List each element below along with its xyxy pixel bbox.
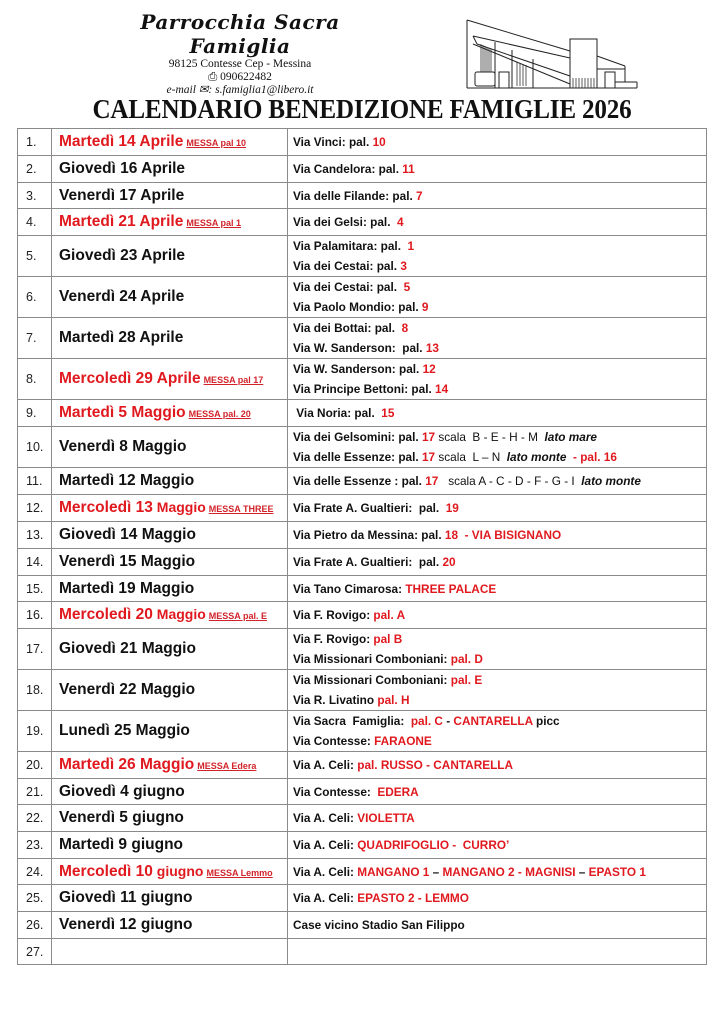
address-text: -	[442, 714, 454, 728]
table-row	[18, 752, 707, 779]
date-label: Venerdì 17 Aprile	[59, 186, 185, 204]
address-text: Via A. Celi:	[293, 864, 358, 879]
address-line	[293, 915, 706, 935]
highlight-text: THREE PALACE	[405, 581, 497, 596]
date-month: giugno	[152, 862, 204, 879]
row-number: 25.	[18, 885, 52, 912]
table-row	[18, 859, 707, 885]
date-month: Maggio	[152, 499, 206, 515]
table-row	[18, 711, 707, 752]
highlight-text: pal. E	[450, 673, 483, 687]
row-number: 2.	[18, 156, 52, 183]
row-number: 1.	[18, 129, 52, 156]
row-number: 22.	[18, 805, 52, 832]
address-line	[293, 711, 706, 731]
highlight-text: 10	[372, 135, 386, 149]
address-line	[293, 471, 706, 491]
address-text: Via Missionari Comboniani:	[293, 652, 451, 666]
table-row	[18, 779, 707, 805]
address-line	[293, 338, 706, 358]
table-row	[18, 495, 707, 522]
row-number: 12.	[18, 495, 52, 522]
highlight-text: 17	[421, 430, 436, 444]
address-text: Via delle Filande: pal.	[293, 188, 417, 203]
highlight-text: 8	[401, 321, 409, 335]
row-number: 16.	[18, 602, 52, 629]
date-label: Giovedì 16 Aprile	[59, 160, 186, 177]
highlight-text: pal. RUSSO - CANTARELLA	[357, 758, 514, 772]
highlight-text: MANGANO 1	[357, 864, 430, 879]
row-addresses	[288, 711, 707, 752]
row-addresses	[288, 495, 707, 522]
row-addresses	[288, 427, 707, 468]
address-text: Via Candelora: pal.	[293, 162, 403, 176]
parish-email: e-mail ✉: s.famiglia1@libero.it	[166, 84, 314, 96]
address-line	[293, 649, 706, 669]
row-addresses	[288, 832, 707, 859]
row-date	[52, 495, 288, 522]
highlight-text: 14	[435, 382, 449, 396]
row-addresses	[288, 576, 707, 602]
messa-note: MESSA pal. 20	[188, 409, 251, 419]
table-row	[18, 277, 707, 318]
row-number: 21.	[18, 779, 52, 805]
row-addresses	[288, 318, 707, 359]
address-line	[293, 782, 706, 802]
address-line	[293, 579, 706, 599]
address-line	[293, 755, 706, 775]
highlight-text: 3	[400, 259, 407, 273]
highlight-text: pal. A	[373, 608, 406, 622]
address-line	[293, 629, 706, 649]
messa-note: MESSA Lemmo	[206, 867, 273, 878]
row-date	[52, 209, 288, 236]
address-line	[293, 236, 706, 256]
row-number: 13.	[18, 522, 52, 549]
row-addresses	[288, 400, 707, 427]
date-label: Mercoledì 13	[59, 499, 153, 516]
row-number: 3.	[18, 183, 52, 209]
row-date	[52, 939, 288, 965]
row-number: 4.	[18, 209, 52, 236]
row-number: 8.	[18, 359, 52, 400]
row-number: 11.	[18, 468, 52, 495]
highlight-text: QUADRIFOGLIO - CURRO’	[357, 838, 510, 852]
date-label: Mercoledì 20	[59, 606, 153, 623]
date-month: Maggio	[152, 606, 206, 622]
address-line	[293, 670, 706, 690]
address-text: Case vicino Stadio San Filippo	[293, 918, 465, 932]
table-row	[18, 832, 707, 859]
table-row	[18, 805, 707, 832]
row-date	[52, 805, 288, 832]
row-date	[52, 400, 288, 427]
date-label: Martedì 12 Maggio	[59, 472, 195, 489]
address-line	[293, 297, 706, 317]
address-text: scala L – N	[435, 450, 507, 464]
highlight-text: EPASTO 1	[588, 864, 646, 879]
row-date	[52, 711, 288, 752]
highlight-text: - VIA BISIGNANO	[458, 528, 562, 542]
table-row	[18, 629, 707, 670]
date-label: Venerdì 15 Maggio	[59, 553, 196, 570]
address-text: lato mare	[544, 430, 597, 444]
address-text: Via F. Rovigo:	[293, 632, 374, 646]
highlight-text: pal B	[373, 632, 403, 646]
row-number: 24.	[18, 859, 52, 885]
address-text: Via Principe Bettoni: pal.	[293, 382, 436, 396]
date-label: Mercoledì 29 Aprile	[59, 370, 201, 387]
highlight-text: pal. H	[377, 693, 410, 707]
highlight-text: EPASTO 2 - LEMMO	[357, 891, 469, 905]
page-title: CALENDARIO BENEDIZIONE FAMIGLIE 2026	[92, 94, 632, 124]
table-row	[18, 602, 707, 629]
row-addresses	[288, 129, 707, 156]
row-date	[52, 602, 288, 629]
date-label: Giovedì 4 giugno	[59, 782, 185, 800]
row-date	[52, 522, 288, 549]
highlight-text: 7	[416, 188, 423, 203]
address-text: Via Noria: pal.	[293, 406, 382, 420]
row-date	[52, 859, 288, 885]
address-line	[293, 379, 706, 399]
row-addresses	[288, 236, 707, 277]
address-line	[293, 159, 706, 179]
row-date	[52, 359, 288, 400]
address-line	[293, 318, 706, 338]
highlight-text: FARAONE	[374, 734, 432, 748]
row-number: 5.	[18, 236, 52, 277]
table-row	[18, 468, 707, 495]
row-date	[52, 129, 288, 156]
messa-note: MESSA pal 1	[186, 218, 242, 228]
table-row	[18, 427, 707, 468]
date-label: Giovedì 14 Maggio	[59, 526, 196, 543]
envelope-icon: ✉	[198, 84, 209, 96]
parish-phone	[100, 71, 380, 84]
address-line	[293, 498, 706, 518]
row-addresses	[288, 156, 707, 183]
highlight-text: 17	[421, 450, 436, 464]
row-date	[52, 427, 288, 468]
table-row	[18, 209, 707, 236]
address-line	[293, 186, 706, 206]
highlight-text: 12	[422, 362, 436, 376]
row-addresses	[288, 912, 707, 939]
table-row	[18, 939, 707, 965]
row-addresses	[288, 359, 707, 400]
row-number: 15.	[18, 576, 52, 602]
church-logo	[465, 14, 640, 90]
address-line	[293, 731, 706, 751]
table-row	[18, 400, 707, 427]
date-label: Lunedì 25 Maggio	[59, 722, 190, 739]
row-addresses	[288, 183, 707, 209]
row-date	[52, 468, 288, 495]
highlight-text: pal. D	[450, 652, 483, 666]
table-row	[18, 183, 707, 209]
row-number: 20.	[18, 752, 52, 779]
table-row	[18, 912, 707, 939]
email-label: e-mail	[166, 84, 196, 96]
row-number: 19.	[18, 711, 52, 752]
address-line	[293, 888, 706, 908]
address-line	[293, 403, 706, 423]
address-text: Via F. Rovigo:	[293, 608, 374, 622]
row-addresses	[288, 752, 707, 779]
address-text: Via Missionari Comboniani:	[293, 673, 451, 687]
row-date	[52, 912, 288, 939]
email-address[interactable]: s.famiglia1@libero.it	[215, 84, 314, 96]
address-text: scala A - C - D - F - G - I	[438, 474, 582, 488]
row-addresses	[288, 468, 707, 495]
row-date	[52, 156, 288, 183]
table-row	[18, 576, 707, 602]
date-label: Martedì 21 Aprile	[59, 213, 184, 230]
row-number: 6.	[18, 277, 52, 318]
highlight-text: MANGANO 2 - MAGNISI	[442, 864, 576, 879]
date-label: Martedì 28 Aprile	[59, 329, 184, 346]
address-text: Via Vinci: pal.	[293, 135, 373, 149]
address-text: Via A. Celi:	[293, 838, 358, 852]
row-addresses	[288, 277, 707, 318]
address-line	[293, 525, 706, 545]
address-text: Via dei Cestai: pal.	[293, 280, 404, 294]
address-text: Via W. Sanderson: pal.	[293, 341, 426, 355]
row-number: 14.	[18, 549, 52, 576]
highlight-text: 1	[407, 239, 415, 253]
address-text: Via delle Essenze: pal.	[293, 450, 422, 464]
row-addresses	[288, 549, 707, 576]
row-number: 26.	[18, 912, 52, 939]
row-addresses	[288, 939, 707, 965]
highlight-text: 15	[381, 406, 395, 420]
row-number: 18.	[18, 670, 52, 711]
address-text: Via dei Gelsi: pal.	[293, 215, 398, 229]
address-line	[293, 690, 706, 710]
address-text: Via Contesse:	[293, 734, 375, 748]
highlight-text: 9	[421, 300, 429, 314]
address-text: –	[575, 864, 589, 879]
table-row	[18, 318, 707, 359]
row-addresses	[288, 522, 707, 549]
address-line	[293, 277, 706, 297]
highlight-text: 11	[402, 162, 415, 176]
address-text: Via dei Gelsomini: pal.	[293, 430, 422, 444]
address-text: Via Palamitara: pal.	[293, 239, 408, 253]
address-line	[293, 862, 706, 882]
row-date	[52, 885, 288, 912]
address-text: lato monte	[581, 474, 641, 488]
messa-note: MESSA pal. E	[208, 611, 267, 621]
row-date	[52, 318, 288, 359]
row-date	[52, 183, 288, 209]
address-line	[293, 552, 706, 572]
row-date	[52, 779, 288, 805]
address-text: Via Frate A. Gualtieri: pal.	[293, 501, 446, 515]
row-addresses	[288, 779, 707, 805]
date-label: Martedì 5 Maggio	[59, 404, 186, 421]
address-text: Via Paolo Mondio: pal.	[293, 300, 422, 314]
address-text: Via W. Sanderson: pal.	[293, 362, 423, 376]
parish-name: Parrocchia Sacra Famiglia	[140, 10, 340, 58]
messa-note: MESSA THREE	[208, 504, 274, 514]
date-label: Venerdì 5 giugno	[59, 809, 184, 826]
messa-note: MESSA pal 17	[203, 375, 264, 385]
table-row	[18, 156, 707, 183]
row-date	[52, 236, 288, 277]
date-label: Martedì 26 Maggio	[59, 756, 195, 773]
row-number: 17.	[18, 629, 52, 670]
highlight-text: 4	[397, 215, 404, 229]
row-addresses	[288, 805, 707, 832]
date-label: Giovedì 11 giugno	[59, 889, 193, 906]
row-date	[52, 832, 288, 859]
row-addresses	[288, 885, 707, 912]
address-text: Via A. Celi:	[293, 758, 358, 772]
row-number: 23.	[18, 832, 52, 859]
row-number: 27.	[18, 939, 52, 965]
messa-note: MESSA Edera	[197, 761, 257, 771]
parish-header	[100, 10, 380, 97]
address-text: Via A. Celi:	[293, 811, 358, 825]
address-text: Via Pietro da Messina: pal.	[293, 528, 445, 542]
address-line	[293, 808, 706, 828]
date-label: Venerdì 12 giugno	[59, 916, 193, 933]
table-row	[18, 549, 707, 576]
row-number: 9.	[18, 400, 52, 427]
address-text: Via Tano Cimarosa:	[293, 581, 406, 596]
address-text: Via Contesse:	[293, 784, 378, 799]
highlight-text: 18	[444, 528, 459, 542]
row-date	[52, 670, 288, 711]
parish-address: 98125 Contesse Cep - Messina	[168, 58, 312, 70]
address-line	[293, 132, 706, 152]
date-label: Martedì 19 Maggio	[59, 579, 195, 597]
address-line	[293, 447, 706, 467]
row-date	[52, 277, 288, 318]
date-label: Venerdì 8 Maggio	[59, 438, 187, 455]
address-line	[293, 359, 706, 379]
table-row	[18, 236, 707, 277]
fax-phone-icon: ⎙	[208, 71, 218, 83]
address-text: Via dei Cestai: pal.	[293, 259, 401, 273]
row-date	[52, 629, 288, 670]
highlight-text: 13	[425, 341, 439, 355]
date-label: Giovedì 21 Maggio	[59, 640, 196, 657]
date-label: Giovedì 23 Aprile	[59, 247, 186, 264]
address-text: picc	[532, 714, 560, 728]
address-text: –	[429, 864, 443, 879]
table-row	[18, 670, 707, 711]
table-row	[18, 359, 707, 400]
table-row	[18, 129, 707, 156]
row-date	[52, 576, 288, 602]
phone-number: 090622482	[220, 71, 272, 83]
date-label: Martedì 14 Aprile	[59, 133, 184, 150]
address-line	[293, 605, 706, 625]
date-label: Venerdì 24 Aprile	[59, 288, 185, 305]
date-label: Venerdì 22 Maggio	[59, 681, 196, 698]
address-text: Via Frate A. Gualtieri: pal.	[293, 555, 443, 569]
highlight-text: pal. C	[410, 714, 443, 728]
address-line	[293, 212, 706, 232]
address-text: Via delle Essenze : pal.	[293, 474, 426, 488]
row-addresses	[288, 602, 707, 629]
highlight-text: - pal. 16	[566, 450, 617, 464]
table-row	[18, 522, 707, 549]
address-line	[293, 427, 706, 447]
address-text: Via Sacra Famiglia:	[293, 714, 411, 728]
highlight-text: 17	[425, 474, 439, 488]
row-date	[52, 752, 288, 779]
date-label: Mercoledì 10	[59, 862, 153, 880]
address-line	[293, 256, 706, 276]
highlight-text: 5	[403, 280, 411, 294]
highlight-text: 19	[445, 501, 459, 515]
row-addresses	[288, 629, 707, 670]
row-date	[52, 549, 288, 576]
address-text: Via R. Livatino	[293, 693, 378, 707]
address-line	[293, 835, 706, 855]
address-text: scala B - E - H - M	[435, 430, 545, 444]
highlight-text: VIOLETTA	[357, 811, 415, 825]
address-text: Via dei Bottai: pal.	[293, 321, 402, 335]
row-addresses	[288, 670, 707, 711]
date-label: Martedì 9 giugno	[59, 836, 183, 853]
row-addresses	[288, 209, 707, 236]
address-text: Via A. Celi:	[293, 891, 358, 905]
row-number: 10.	[18, 427, 52, 468]
calendar-table	[17, 128, 707, 965]
address-text: lato monte	[506, 450, 567, 464]
highlight-text: 20	[442, 555, 456, 569]
table-row	[18, 885, 707, 912]
messa-note: MESSA pal 10	[186, 138, 247, 148]
highlight-text: EDERA	[377, 784, 419, 799]
row-number: 7.	[18, 318, 52, 359]
row-addresses	[288, 859, 707, 885]
highlight-text: CANTARELLA	[453, 714, 533, 728]
